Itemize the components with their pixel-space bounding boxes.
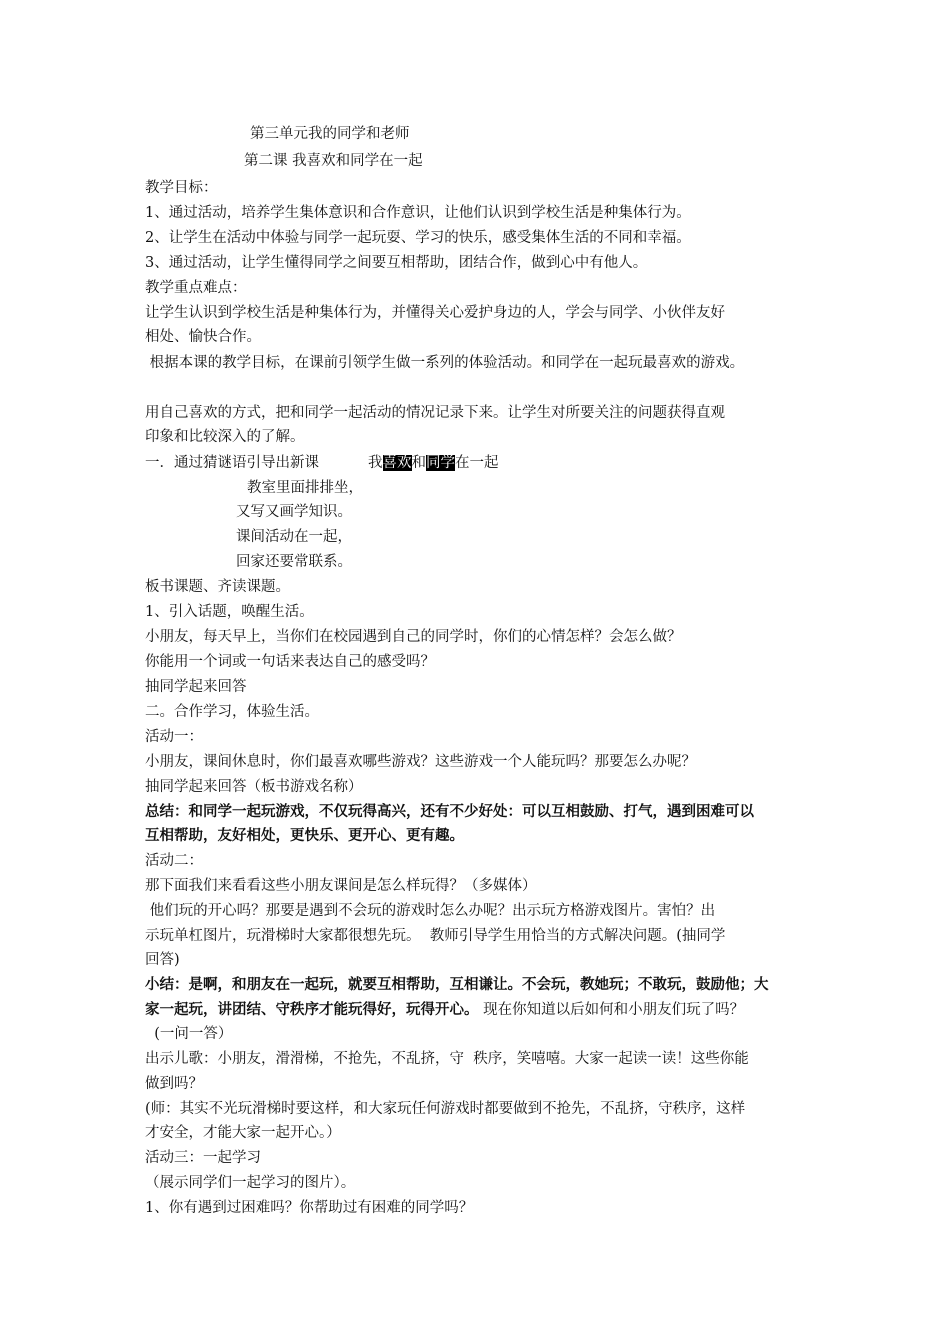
answer-note: 抽同学起来回答 [145,679,247,695]
lesson-title: 第二课 我喜欢和同学在一起 [244,153,423,169]
activity-label: 活动二： [145,853,203,869]
summary-text: 互相帮助，友好相处，更快乐、更开心、更有趣。 [145,828,464,844]
activity-text: （展示同学们一起学习的图片）。 [145,1175,356,1191]
song-text: 出示儿歌：小朋友，滑滑梯，不抢先，不乱挤，守 秩序，笑嘻嘻。大家一起读一读！这些你能 [145,1051,749,1067]
question-text: 小朋友，课间休息时，你们最喜欢哪些游戏？这些游戏一个人能玩吗？那要怎么办呢？ [145,754,696,770]
prep-text: 根据本课的教学目标，在课前引领学生做一系列的体验活动。和同学在一起玩最喜欢的游戏。 [145,355,745,371]
song-text: 做到吗？ [145,1076,203,1092]
key-points-text: 让学生认识到学校生活是种集体行为，并懂得关心爱护身边的人，学会与同学、小伙伴友好 [145,305,725,321]
prep-text: 用自己喜欢的方式，把和同学一起活动的情况记录下来。让学生对所要关注的问题获得直观 [145,405,725,421]
summary-text: 家一起玩，讲团结、守秩序才能玩得好，玩得开心。 现在你知道以后如何和小朋友们玩了吗？ [145,1002,745,1018]
question-text: 1、你有遇到过困难吗？你帮助过有困难的同学吗？ [145,1200,474,1216]
activity-text: 那下面我们来看看这些小朋友课间是怎么样玩得？（多媒体） [145,878,537,894]
goal-item: 1、通过活动，培养学生集体意识和合作意识，让他们认识到学校生活是种集体行为。 [145,205,691,221]
activity-text: 示玩单杠图片，玩滑梯时大家都很想先玩。 教师引导学生用恰当的方式解决问题。(抽同学 [145,928,726,944]
riddle-line: 回家还要常联系。 [236,554,352,570]
teacher-note: (师：其实不光玩滑梯时要这样，和大家玩任何游戏时都要做到不抢先，不乱挤，守秩序，这样 [145,1101,746,1117]
prep-text: 印象和比较深入的了解。 [145,429,305,445]
activity-label: 活动一： [145,729,203,745]
goals-heading: 教学目标： [145,180,218,196]
summary-text: 小结：是啊，和朋友在一起玩，就要互相帮助，互相谦让。不会玩，教她玩；不敢玩，鼓励他；大 [145,977,769,993]
section2-heading: 二。合作学习，体验生活。 [145,704,319,720]
riddle-line: 又写又画学知识。 [236,504,352,520]
board-note: 板书课题、齐读课题。 [145,579,290,595]
activity-label: 活动三：一起学习 [145,1150,261,1166]
summary-text: 总结：和同学一起玩游戏，不仅玩得高兴，还有不少好处：可以互相鼓励、打气，遇到困难可以 [145,804,754,820]
riddle-line: 课间活动在一起， [236,529,352,545]
activity-text: (一问一答） [145,1026,233,1042]
goal-item: 3、通过活动，让学生懂得同学之间要互相帮助，团结合作，做到心中有他人。 [145,255,648,271]
section1-heading: 一．通过猜谜语引导出新课 [145,455,319,471]
goal-item: 2、让学生在活动中体验与同学一起玩耍、学习的快乐，感受集体生活的不同和幸福。 [145,230,691,246]
key-points-heading: 教学重点难点： [145,280,247,296]
teacher-note: 才安全，才能大家一起开心。） [145,1125,341,1141]
question-text: 你能用一个词或一句话来表达自己的感受吗？ [145,654,435,670]
answer-note: 抽同学起来回答（板书游戏名称） [145,779,363,795]
board-title: 我喜欢和同学在一起 [368,455,499,471]
key-points-text: 相处、愉快合作。 [145,329,261,345]
activity-text: 他们玩的开心吗？那要是遇到不会玩的游戏时怎么办呢？出示玩方格游戏图片。害怕？出 [145,903,716,919]
question-text: 小朋友，每天早上，当你们在校园遇到自己的同学时，你们的心情怎样？会怎么做？ [145,629,682,645]
riddle-line: 教室里面排排坐， [247,480,363,496]
unit-title: 第三单元我的同学和老师 [250,126,410,142]
activity-text: 回答) [145,952,180,968]
step-heading: 1、引入话题，唤醒生活。 [145,604,314,620]
